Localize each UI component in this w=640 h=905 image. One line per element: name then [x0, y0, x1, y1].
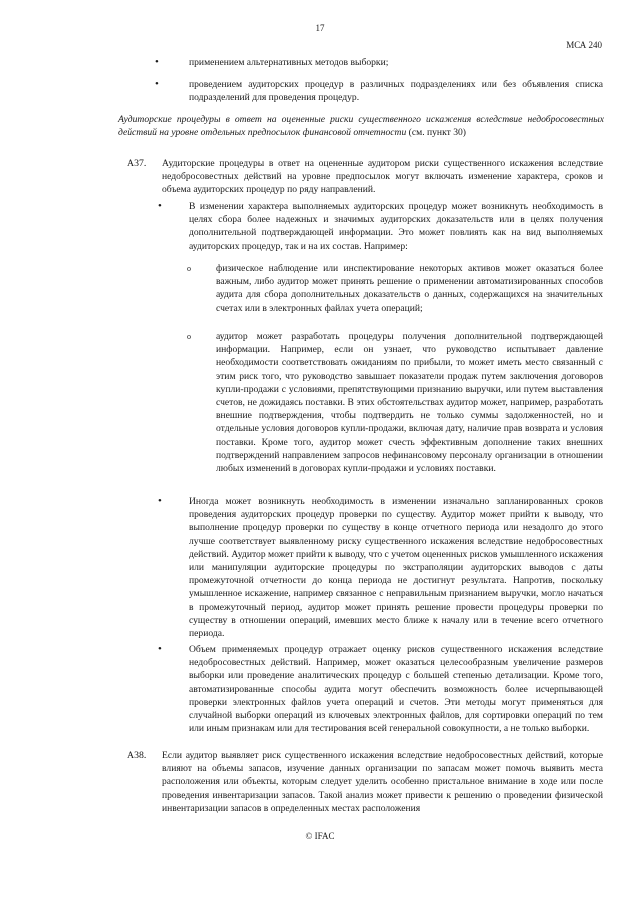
- section-heading-text: Аудиторские процедуры в ответ на оцененные риски существенного искажения вследствие недобросовестных действий на уровне отдельных предпосылок финансовой отчетности: [118, 114, 604, 139]
- bullet-icon: •: [155, 56, 159, 68]
- page-number: 17: [315, 23, 325, 33]
- bullet-icon: •: [158, 200, 162, 212]
- intro-bullet-2: проведением аудиторских процедур в различных подразделениях или без объявления списка подразделений для проведения процедур.: [189, 79, 603, 104]
- section-heading: [118, 113, 604, 139]
- a37-bullet-1: В изменении характера выполняемых аудиторских процедур может возникнуть необходимость в целях сбора более надежных и значимых аудиторских доказательств или в целях получения дополнительной подтверждающей информации. Это может повлиять как на вид выполняемых аудиторских процедур, так и на их состав. Например:: [189, 201, 603, 252]
- paragraph-a37: Аудиторские процедуры в ответ на оцененные аудитором риски существенного искажения вследствие недобросовестных действий на уровне предпосылок могут включать изменение характера, сроков и объема аудиторских процедур по ряду направлений.: [162, 158, 603, 196]
- paragraph-number-a38: A38.: [127, 750, 147, 761]
- a37-bullet-2: Иногда может возникнуть необходимость в изменении изначально запланированных сроков проведения аудиторских процедур проверки по существу. Аудитор может прийти к выводу, что выполнение процедур проверки по существу в конце отчетного периода или незадолго до этого лучше соответствует выявленному риску существенного искажения вследствие недобросовестных действий. Аудитор может прийти к выводу, что с учетом оцененных рисков умышленного искажения или манипуляции аудиторские процедуры по экстраполяции аудиторских выводов с даты промежуточной отчетности до конца периода не достигнут результата. Напротив, поскольку умышленное искажение, например связанное с неправильным признанием выручки, могло начаться в промежуточный период, аудитор может принять решение провести процедуры проверки по существу в отношении операций, имевших место ближе к началу или в течение всего отчетного периода.: [189, 496, 604, 640]
- paragraph-number-a37: A37.: [127, 158, 147, 169]
- section-heading-reference: (см. пункт 30): [406, 127, 466, 139]
- footer-copyright: © IFAC: [305, 831, 335, 841]
- bullet-icon: •: [158, 643, 162, 655]
- a37-bullet-1-subitem-1: физическое наблюдение или инспектирование некоторых активов может оказаться более важным, либо аудитор может принять решение о применении автоматизированных способов аудита для сбора дополнительных доказательств о данных, содержащихся на значительных счетах или в электронных файлах учета операций;: [216, 263, 603, 314]
- a37-bullet-3: Объем применяемых процедур отражает оценку рисков существенного искажения вследствие недобросовестных действий. Например, может оказаться целесообразным увеличение размеров выборки или проведение аналитических процедур с большей степенью детализации. Кроме того, автоматизированные способы аудита могут обеспечить возможность более исчерпывающей проверки электронных файлов учета операций и счетов. Эти методы могут применяться для случайной выборки операций из ключевых электронных файлов, для сортировки операций по тем или иным признакам или для тестирования всей генеральной совокупности, а не только выборки.: [189, 644, 603, 735]
- circle-bullet-icon: o: [187, 264, 191, 273]
- bullet-icon: •: [158, 495, 162, 507]
- document-code: МСА 240: [566, 40, 602, 50]
- circle-bullet-icon: o: [187, 332, 191, 341]
- a37-bullet-1-subitem-2: аудитор может разработать процедуры получения дополнительной подтверждающей информации. Например, если он узнает, что руководство испытывает давление необходимости соответствовать ожиданиям по прибыли, то может иметь место связанный с этим риск того, что руководство завышает показатели продаж путем заключения договоров купли-продажи с условиями, препятствующими признанию выручки, или путем выставления счетов, не дожидаясь поставки. В этих обстоятельствах аудитор может, например, разработать внешние подтверждения, чтобы подтвердить не только суммы задолженностей, но и отдельные условия договоров купли-продажи, включая дату, наличие прав возврата и условия поставки. Кроме того, аудитор может счесть эффективным дополнение таких внешних подтверждений направлением запросов нефинансовому персоналу организации в отношении любых изменений в договорах купли-продажи и условиях поставки.: [216, 331, 603, 475]
- intro-bullet-1: применением альтернативных методов выборки;: [189, 57, 389, 68]
- paragraph-a38: Если аудитор выявляет риск существенного искажения вследствие недобросовестных действий, которые влияют на объемы запасов, изучение данных организации по запасам может помочь выявить места расположения или объекты, которым следует уделить особенно пристальное внимание в ходе или после проведения инвентаризации запасов. Такой анализ может привести к решению о проведении физической инвентаризации запасов в определенных местах расположения: [162, 750, 603, 814]
- bullet-icon: •: [155, 78, 159, 90]
